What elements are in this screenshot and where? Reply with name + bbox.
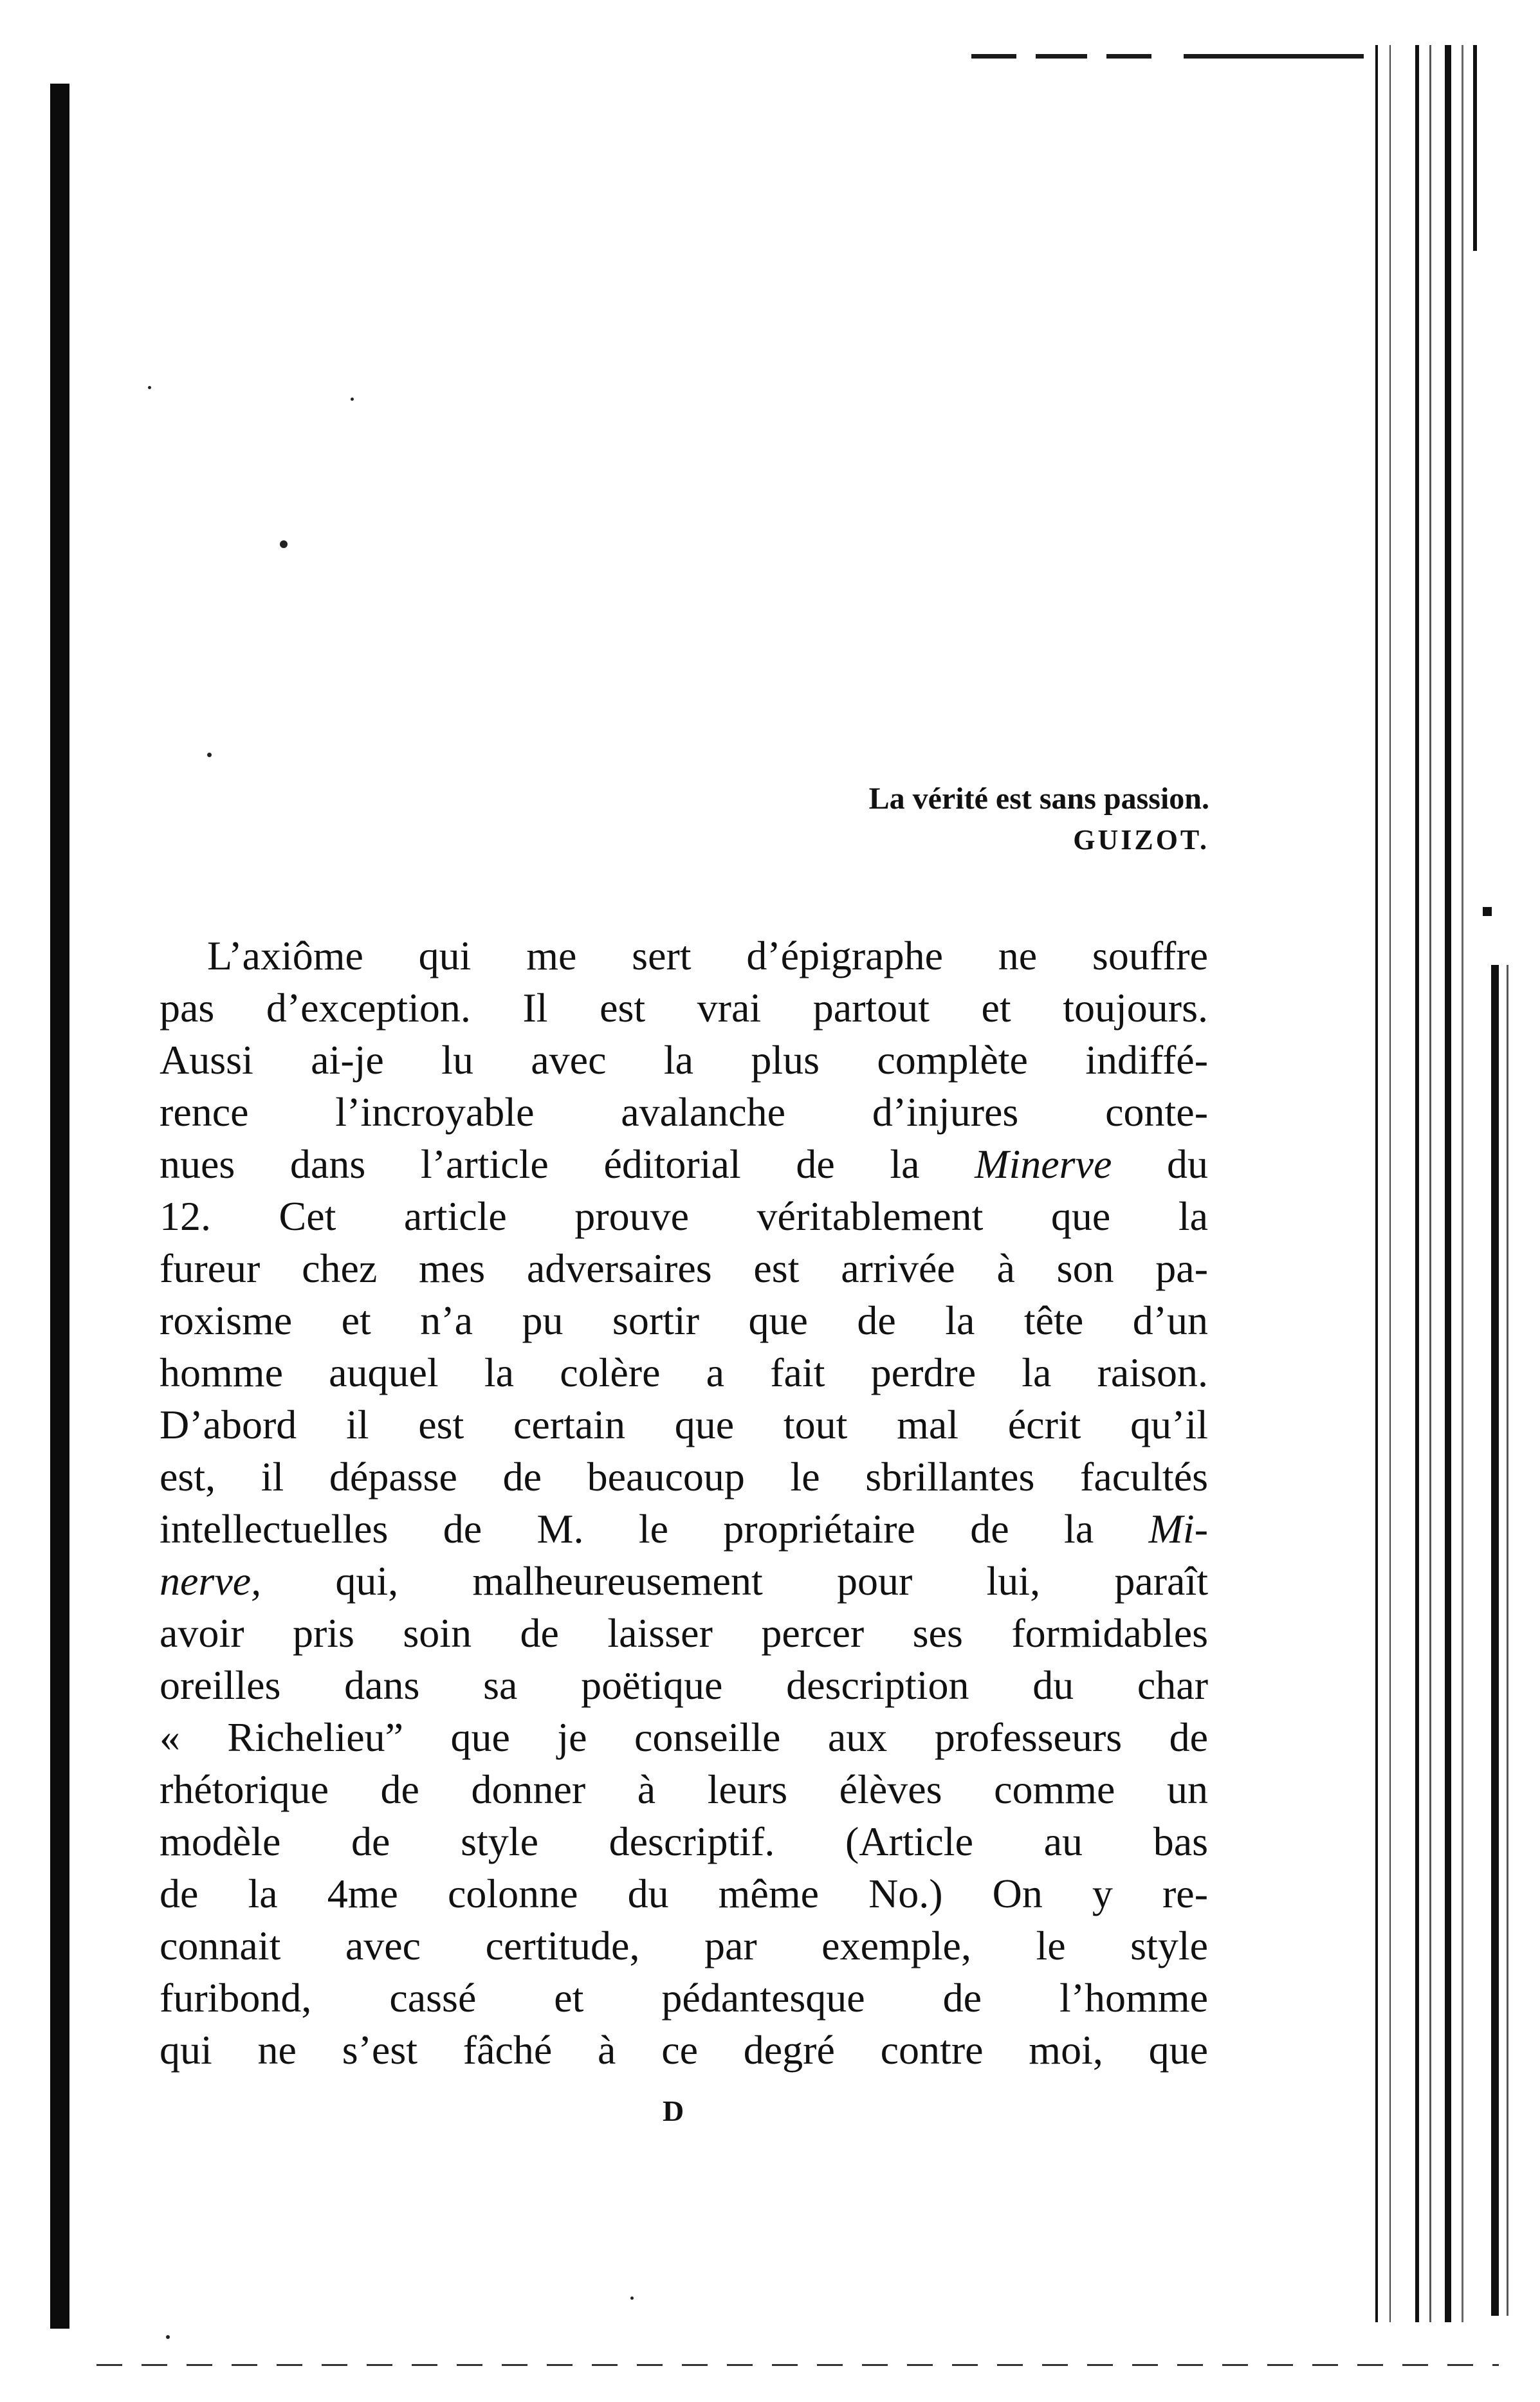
text-line: 12. Cet article prouve véritablement que la: [160, 1193, 1208, 1239]
text-line: est, il dépasse de beaucoup le sbrillantes facultés: [160, 1454, 1208, 1499]
journal-title: nerve,: [160, 1558, 262, 1604]
text-line: modèle de style descriptif. (Article au bas: [160, 1819, 1208, 1864]
scan-speck: [207, 753, 212, 757]
scan-speck: [351, 398, 354, 401]
text-line: homme auquel la colère a fait perdre la raison.: [160, 1350, 1208, 1395]
text-line: pas d’exception. Il est vrai partout et toujours.: [160, 985, 1208, 1031]
text-line: Aussi ai-je lu avec la plus complète indiffé-: [160, 1037, 1208, 1083]
text-segment: intellectuelles de M. le propriétaire de la: [160, 1506, 1094, 1552]
text-segment: nues dans l’article éditorial de la: [160, 1141, 920, 1187]
body-paragraph: [160, 930, 1208, 2076]
scan-mark: [1483, 907, 1492, 916]
page-edge-right-6: [1462, 45, 1463, 2322]
text-line: qui ne s’est fâché à ce degré contre moi, que: [160, 2027, 1208, 2073]
page-edge-right-7: [1473, 45, 1477, 251]
page-edge-right-5: [1445, 45, 1451, 2322]
scan-speck: [148, 386, 151, 389]
text-line: L’axiôme qui me sert d’épigraphe ne souffre: [207, 933, 1208, 978]
epigraph-author: GUIZOT.: [1073, 824, 1209, 856]
top-dash-1: [971, 54, 1016, 59]
scan-speck: [630, 2297, 634, 2300]
text-line: [160, 1555, 1208, 1607]
top-dash-3: [1106, 54, 1151, 59]
page-edge-right-2: [1389, 45, 1391, 2322]
text-line: rence l’incroyable avalanche d’injures conte-: [160, 1089, 1208, 1135]
scan-speck: [280, 540, 288, 548]
page-bottom-edge: [96, 2364, 1499, 2366]
page-edge-right-8: [1491, 965, 1499, 2316]
signature-mark: D: [663, 2095, 686, 2127]
text-line: rhétorique de donner à leurs élèves comme un: [160, 1766, 1208, 1812]
text-line: « Richelieu” que je conseille aux professeurs de: [160, 1714, 1208, 1760]
top-dash-2: [1036, 54, 1087, 59]
text-line: D’abord il est certain que tout mal écrit qu’il: [160, 1402, 1208, 1447]
text-segment: qui, malheureusement pour lui, paraît: [335, 1558, 1209, 1604]
page-edge-right-3: [1415, 45, 1419, 2322]
page-edge-right-4: [1429, 45, 1431, 2322]
text-line: oreilles dans sa poëtique description du char: [160, 1662, 1208, 1708]
scan-speck: [166, 2335, 170, 2339]
top-dash-4: [1184, 54, 1364, 59]
text-line: [160, 1138, 1208, 1190]
text-segment: du: [1167, 1141, 1209, 1187]
journal-title: Minerve: [975, 1141, 1112, 1187]
epigraph: [708, 778, 1209, 861]
text-line: fureur chez mes adversaires est arrivée à son pa-: [160, 1245, 1208, 1291]
text-line: furibond, cassé et pédantesque de l’homme: [160, 1975, 1208, 2021]
binding-shadow-left: [50, 84, 69, 2329]
epigraph-quote: La vérité est sans passion.: [868, 782, 1209, 816]
text-line: avoir pris soin de laisser percer ses formidables: [160, 1610, 1208, 1656]
text-line: roxisme et n’a pu sortir que de la tête d’un: [160, 1297, 1208, 1343]
text-line: connait avec certitude, par exemple, le style: [160, 1923, 1208, 1968]
page-edge-right-1: [1375, 45, 1378, 2322]
page-edge-right-9: [1507, 965, 1508, 2316]
journal-title: Mi-: [1148, 1506, 1209, 1552]
text-line: [160, 1503, 1208, 1555]
text-line: de la 4me colonne du même No.) On y re-: [160, 1871, 1208, 1916]
